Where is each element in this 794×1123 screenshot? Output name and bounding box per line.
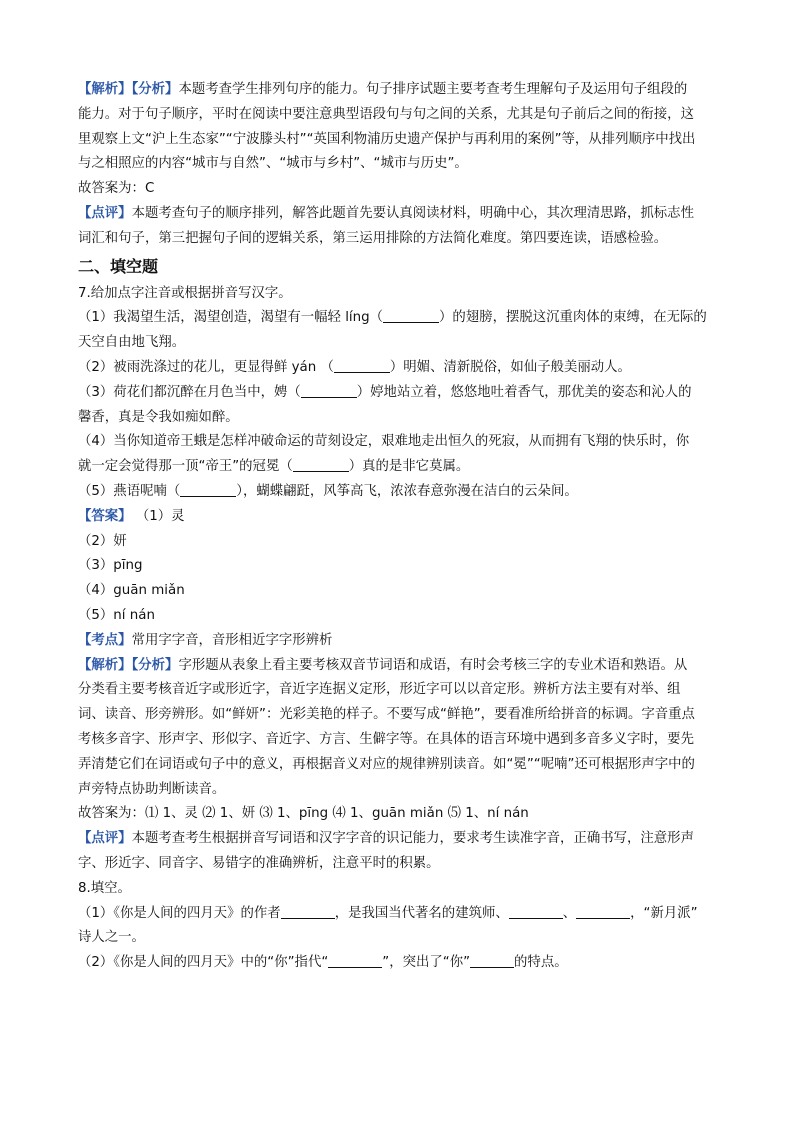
comment-line: 词汇和句子，第三把握句子间的逻辑关系，第三运用排除的方法简化难度。第四要连读，语感检验。 bbox=[78, 230, 668, 246]
answer-blank[interactable] bbox=[281, 904, 335, 919]
question-item: （3）荷花们都沉醉在月色当中，娉（ ）婷地站立着，悠悠地吐着香气，那优美的姿态和沁人的 bbox=[78, 384, 692, 400]
jiexi-tag: 【解析】 bbox=[78, 82, 132, 97]
question-item: （5）燕语呢喃（ ），蝴蝶翩跹，风筝高飞，浓浓春意弥漫在洁白的云朵间。 bbox=[78, 483, 578, 499]
fenxi-tag: 【分析】 bbox=[131, 657, 179, 673]
answer-line: （3）pīng bbox=[78, 558, 143, 574]
answer-line: （5）ní nán bbox=[78, 607, 155, 623]
question-item: （2）《你是人间的四月天》中的“你”指代“ ”，突出了“你” 的特点。 bbox=[78, 955, 568, 971]
answer-blank[interactable] bbox=[293, 457, 349, 472]
document-page bbox=[78, 78, 718, 976]
analysis-line: 弄清楚它们在词语或句子中的意义，再根据音义对应的规律辨别读音。如“冕”“呢喃”还可根据形声字中的 bbox=[78, 756, 695, 772]
answer-blank[interactable] bbox=[301, 383, 357, 398]
kaodian-tag: 【考点】 bbox=[78, 632, 132, 648]
question-item: 诗人之一。 bbox=[78, 930, 145, 946]
question-item: （1）我渴望生活，渴望创造，渴望有一幅轻 líng（ ）的翅膀，摆脱这沉重肉体的束缚，在无际的 bbox=[78, 310, 707, 326]
answer-line: （2）妍 bbox=[78, 533, 127, 549]
dianping-tag: 【点评】 bbox=[78, 205, 132, 221]
comment-line: 【点评】本题考查句子的顺序排列，解答此题首先要认真阅读材料，明确中心，其次理清思路，抓标志性 bbox=[78, 205, 694, 221]
analysis-line: 分类看主要考核音近字或形近字，音近字连据义定形，形近字可以以音定形。辨析方法主要有对举、组 bbox=[78, 682, 681, 698]
answer-blank[interactable] bbox=[576, 904, 630, 919]
analysis-line: 里观察上文“沪上生态家”“宁波滕头村”“英国利物浦历史遗产保护与再利用的案例”等，从排列顺序中找出 bbox=[78, 131, 696, 147]
kaodian-line: 【考点】常用字字音，音形相近字字形辨析 bbox=[78, 632, 333, 648]
answer-line: 故答案为：⑴ 1、灵 ⑵ 1、妍 ⑶ 1、pīng ⑷ 1、guān miǎn ⑸ 1、ní nán bbox=[78, 806, 529, 822]
question-item: 就一定会觉得那一顶“帝王”的冠冕（ ）真的是非它莫属。 bbox=[78, 459, 470, 475]
analysis-line: 能力。对于句子顺序，平时在阅读中要注意典型语段句与句之间的关系，尤其是句子前后之间的衔接，这 bbox=[78, 106, 694, 122]
answer-blank[interactable] bbox=[328, 953, 382, 968]
answer-blank[interactable] bbox=[383, 308, 439, 323]
analysis-line: 与之相照应的内容“城市与自然”、“城市与乡村”、“城市与历史”。 bbox=[78, 156, 468, 172]
comment-line: 字、形近字、同音字、易错字的准确辨析，注意平时的积累。 bbox=[78, 855, 440, 871]
section-title: 二、填空题 bbox=[78, 256, 159, 276]
answer-line: 【答案】 （1）灵 bbox=[78, 508, 185, 524]
question-item: 天空自由地飞翔。 bbox=[78, 335, 186, 351]
answer-tag: 【答案】 bbox=[78, 508, 132, 524]
question-stem: 8.填空。 bbox=[78, 880, 131, 896]
analysis-line: 【解析】【分析】本题考查学生排列句序的能力。句子排序试题主要考查考生理解句子及运用句子组段的 bbox=[78, 82, 688, 97]
analysis-line: 【解析】【分析】字形题从表象上看主要考核双音节词语和成语，有时会考核三字的专业术语和熟语。从 bbox=[78, 657, 688, 673]
question-stem: 7.给加点字注音或根据拼音写汉字。 bbox=[78, 285, 292, 301]
answer-line: 故答案为：C bbox=[78, 181, 155, 197]
question-item: （1）《你是人间的四月天》的作者 ，是我国当代著名的建筑师、 、 ，“新月派” bbox=[78, 905, 698, 921]
comment-line: 【点评】本题考查考生根据拼音写词语和汉字字音的识记能力，要求考生读准字音，正确书写，注意形声 bbox=[78, 831, 694, 847]
answer-blank[interactable] bbox=[509, 904, 563, 919]
analysis-line: 词、读音、形旁辨形。如“鲜妍”：光彩美艳的样子。不要写成“鲜艳”，要看准所给拼音的标调。字音重点 bbox=[78, 707, 695, 723]
question-item: （4）当你知道帝王蛾是怎样冲破命运的苛刻设定，艰难地走出恒久的死寂，从而拥有飞翔的快乐时，你 bbox=[78, 434, 690, 450]
fenxi-tag: 【分析】 bbox=[131, 82, 179, 97]
question-item: 馨香，真是令我如痴如醉。 bbox=[78, 409, 239, 425]
answer-blank[interactable] bbox=[470, 953, 514, 968]
analysis-line: 声旁特点协助判断读音。 bbox=[78, 781, 226, 797]
jiexi-tag: 【解析】 bbox=[78, 657, 132, 673]
answer-blank[interactable] bbox=[180, 482, 236, 497]
question-item: （2）被雨洗涤过的花儿，更显得鲜 yán （ ）明媚、清新脱俗，如仙子般美丽动人。 bbox=[78, 359, 631, 375]
answer-blank[interactable] bbox=[334, 358, 390, 373]
analysis-line: 考核多音字、形声字、形似字、音近字、方言、生僻字等。在具体的语言环境中遇到多音多义字时，要先 bbox=[78, 731, 694, 747]
answer-line: （4）guān miǎn bbox=[78, 583, 185, 599]
dianping-tag: 【点评】 bbox=[78, 831, 132, 847]
